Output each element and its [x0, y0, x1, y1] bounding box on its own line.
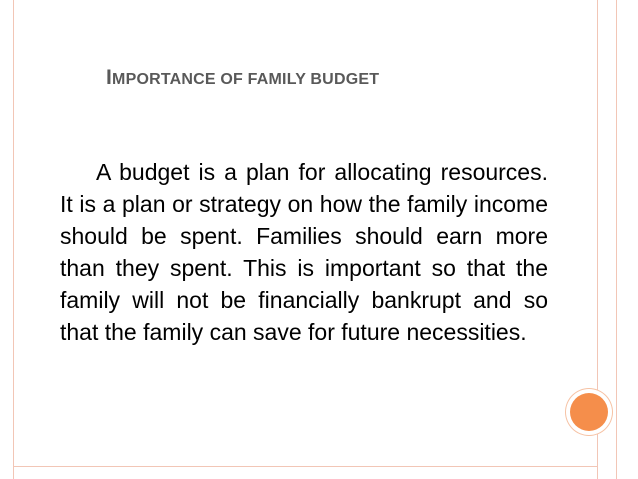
- slide-title: [106, 66, 379, 90]
- accent-circle-icon: [570, 393, 608, 431]
- frame-left-border: [13, 0, 14, 479]
- frame-rail-line: [616, 0, 617, 479]
- title-initial: I: [106, 66, 113, 89]
- title-rest: MPORTANCE OF FAMILY BUDGET: [112, 71, 380, 88]
- slide-body-text: A budget is a plan for allocating resources. It is a plan or strategy on how the family income should be spent. Families should earn more than they spent. This is important so that the family will not be financially bankrupt and so that the family can save for future necessities.: [60, 159, 548, 345]
- frame-bottom-border: [13, 466, 598, 467]
